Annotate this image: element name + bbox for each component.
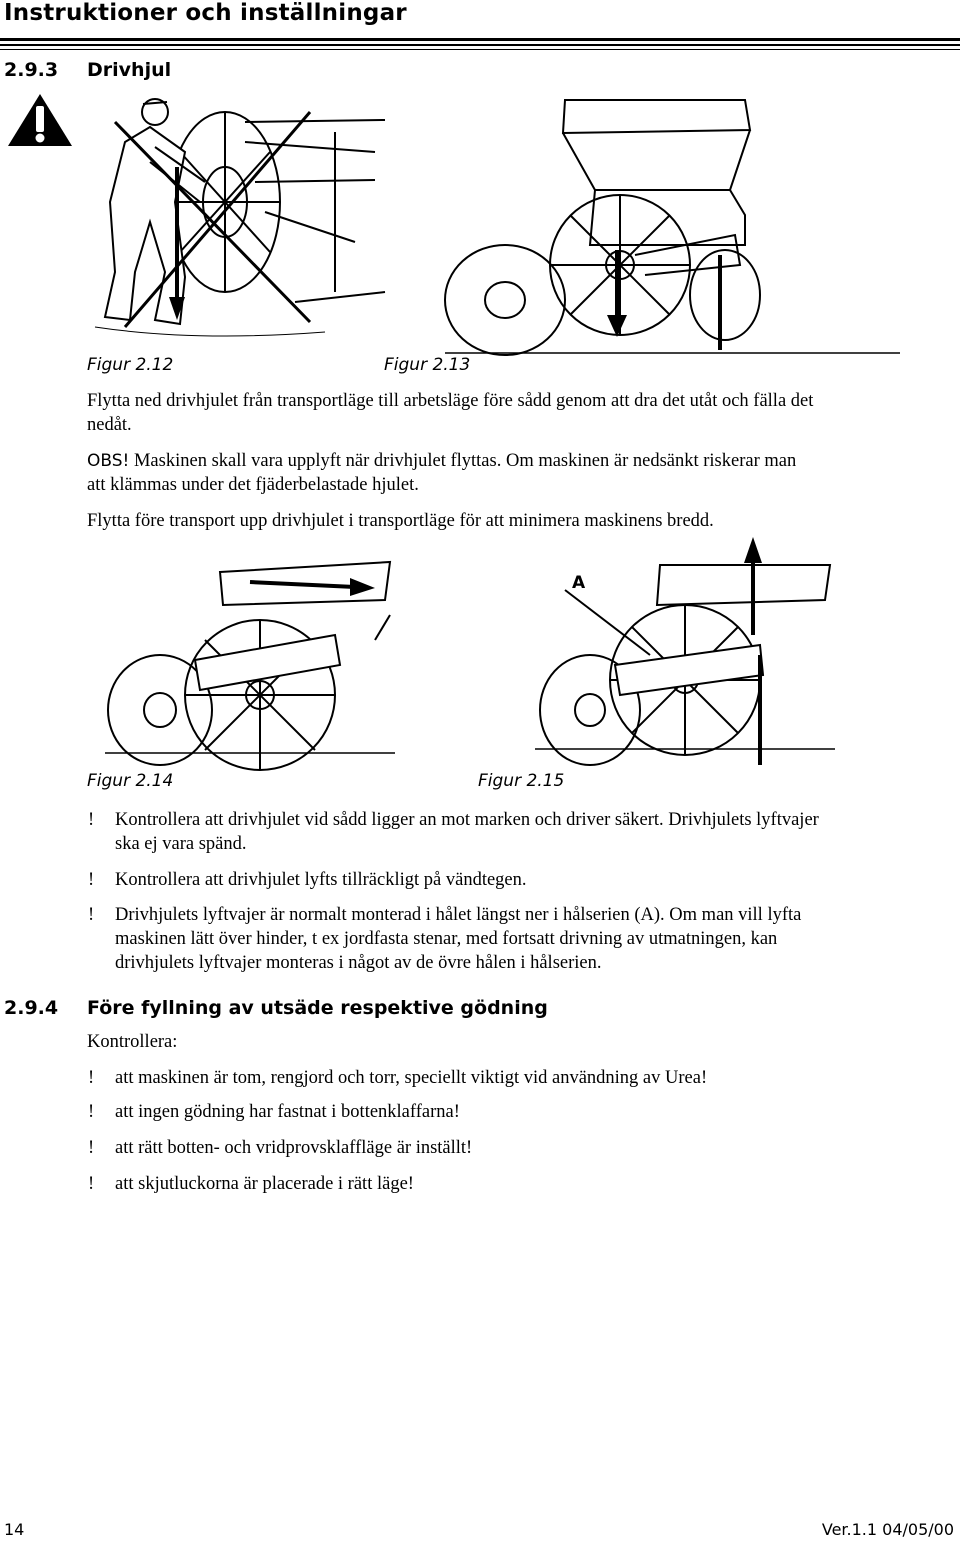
section-number: 2.9.4 xyxy=(4,997,59,1019)
figure-2-14-illustration xyxy=(105,560,400,770)
version-label: Ver.1.1 04/05/00 xyxy=(821,1520,954,1539)
paragraph-line: Flytta ned drivhjulet från transportläge till arbetsläge före sådd genom att dra det utåt och fälla det xyxy=(87,391,814,411)
page-number: 14 xyxy=(4,1520,25,1539)
bullet-text: att ingen gödning har fastnat i bottenklaffarna! xyxy=(115,1102,460,1122)
section-title: Före fyllning av utsäde respektive gödning xyxy=(87,997,548,1019)
bullet-mark: ! xyxy=(88,1174,95,1194)
paragraph-line xyxy=(87,449,796,473)
bullet-text: Drivhjulets lyftvajer är normalt monterad i hålet längst ner i hålserien (A). Om man vill lyfta xyxy=(115,905,802,925)
bullet-mark: ! xyxy=(88,810,95,830)
bullet-text: ska ej vara spänd. xyxy=(115,834,247,854)
bullet-mark: ! xyxy=(88,1138,95,1158)
bullet-mark: ! xyxy=(88,1068,95,1088)
bullet-text: maskinen lätt över hinder, t ex jordfasta stenar, med fortsatt drivning av utmatningen, kan xyxy=(115,929,778,949)
bullet-text: att rätt botten- och vridprovsklaffläge är inställt! xyxy=(115,1138,473,1158)
paragraph-line: att klämmas under det fjäderbelastade hjulet. xyxy=(87,475,419,495)
paragraph-text: Maskinen skall vara upplyft när drivhjulet flyttas. Om maskinen är nedsänkt riskerar man xyxy=(129,451,797,471)
paragraph-line: Flytta före transport upp drivhjulet i transportläge för att minimera maskinens bredd. xyxy=(87,511,714,531)
bullet-text: drivhjulets lyftvajer monteras i något av de övre hålen i hålserien. xyxy=(115,953,602,973)
figure-2-12-illustration xyxy=(95,92,385,342)
section-number: 2.9.3 xyxy=(4,59,59,81)
header-rule xyxy=(0,49,960,50)
bullet-mark: ! xyxy=(88,870,95,890)
section-intro: Kontrollera: xyxy=(87,1032,178,1052)
obs-label: OBS! xyxy=(87,451,130,471)
section-title: Drivhjul xyxy=(87,59,172,81)
header-rule xyxy=(0,38,960,41)
figure-2-13-illustration xyxy=(445,95,900,355)
figure-2-15-illustration xyxy=(535,535,835,770)
bullet-mark: ! xyxy=(88,905,95,925)
bullet-text: att maskinen är tom, rengjord och torr, speciellt viktigt vid användning av Urea! xyxy=(115,1068,708,1088)
bullet-text: Kontrollera att drivhjulet lyfts tillräckligt på vändtegen. xyxy=(115,870,527,890)
header-rule xyxy=(0,44,960,46)
warning-icon xyxy=(6,92,74,148)
page-header-title: Instruktioner och inställningar xyxy=(4,0,407,26)
bullet-mark: ! xyxy=(88,1102,95,1122)
paragraph-line: nedåt. xyxy=(87,415,132,435)
figure-caption: Figur 2.15 xyxy=(478,771,565,791)
bullet-text: att skjutluckorna är placerade i rätt läge! xyxy=(115,1174,414,1194)
bullet-text: Kontrollera att drivhjulet vid sådd ligger an mot marken och driver säkert. Drivhjulets lyftvajer xyxy=(115,810,819,830)
figure-caption: Figur 2.13 xyxy=(384,355,471,375)
figure-label-a: A xyxy=(572,573,586,593)
figure-caption: Figur 2.12 xyxy=(87,355,174,375)
figure-caption: Figur 2.14 xyxy=(87,771,174,791)
